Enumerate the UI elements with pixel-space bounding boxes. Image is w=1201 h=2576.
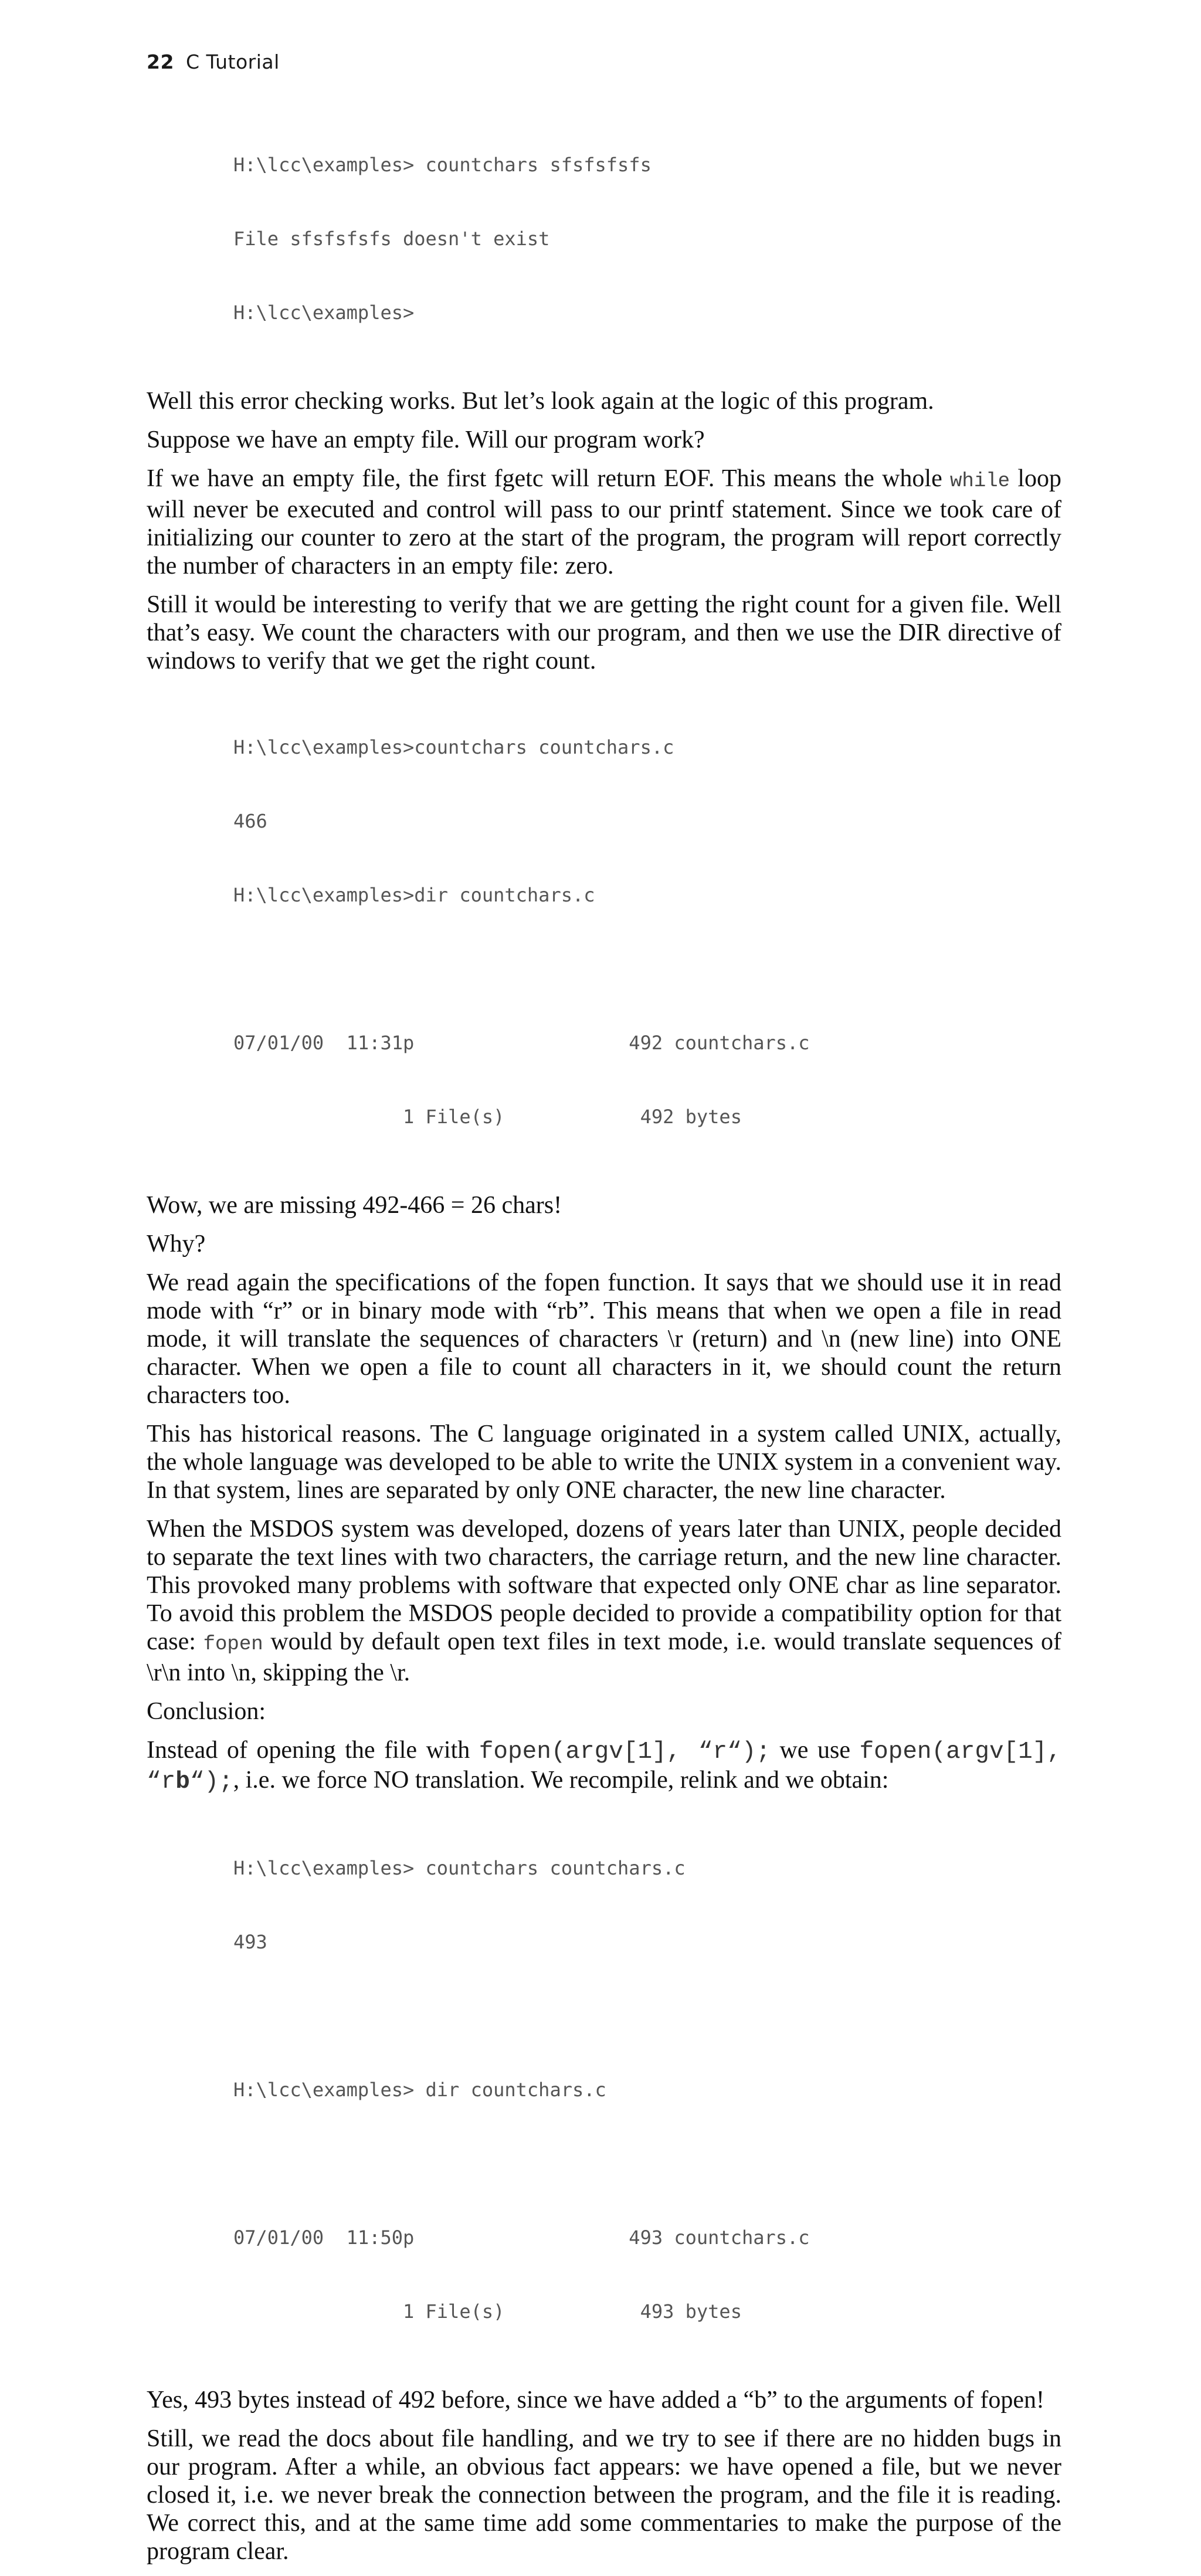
paragraph-verify-count: Still it would be interesting to verify that we are getting the right count for a given file. Well that’s easy. We count the characters with our program, and then we use the DIR directive of windows to verify that we get the right count. — [147, 591, 1061, 674]
paragraph-fix — [147, 1736, 1061, 1796]
paragraph-error-checking: Well this error checking works. But let’s look again at the logic of this program. — [147, 388, 934, 415]
paragraph-missing-chars: Wow, we are missing 492-466 = 26 chars! — [147, 1192, 562, 1219]
paragraph-result: Yes, 493 bytes instead of 492 before, since we have added a “b” to the arguments of fopen! — [147, 2387, 1045, 2414]
text-run: When the MSDOS system was developed, dozens of years later than UNIX, people decided to separate the text lines with two characters, the carriage return, and the new line character. This provoked many problems with software that expected only ONE char as line separator. To avoid this problem the MSDOS people decided to provide a compatibility option for that case: — [147, 1516, 1061, 1655]
code-line: H:\lcc\examples> dir countchars.c — [233, 2079, 606, 2101]
code-block-2 — [233, 686, 1061, 1178]
paragraph-why: Why? — [147, 1231, 206, 1258]
code-line: 1 File(s) 492 bytes — [233, 1106, 742, 1128]
text-run: If we have an empty file, the first fgetc will return EOF. This means the whole — [147, 465, 951, 492]
paragraph-close-file: Still, we read the docs about file handling, and we try to see if there are no hidden bugs in our program. After a while, an obvious fact appears: we have opened a file, but we never closed it, i.e. we never break the connection between the program, and the file it is reading. We correct this, and at the same time add some commentaries to make the purpose of the program clear. — [147, 2425, 1061, 2565]
code-line: 466 — [233, 810, 267, 832]
text-run: loop will never be executed and control will pass to our printf statement. Since we took care of initializing our counter to zero at the start of the program, the program will report correctly the number of characters in an empty file: zero. — [147, 465, 1061, 579]
inline-code: fopen(argv[1], “r — [147, 1738, 1061, 1795]
paragraph-historical-reasons: This has historical reasons. The C language originated in a system called UNIX, actually, the whole language was developed to be able to write the UNIX system in a convenient way. In that system, lines are separated by only ONE character, the new line character. — [147, 1421, 1061, 1504]
text-run: , i.e. we force NO translation. We recompile, relink and we obtain: — [233, 1767, 889, 1794]
code-line: 07/01/00 11:50p 493 countchars.c — [233, 2226, 810, 2249]
inline-code: “); — [189, 1768, 233, 1795]
text-run: we use — [770, 1737, 860, 1764]
text-run: would by default open text files in text mode, i.e. would translate sequences of \r\n into \n, skipping the \r. — [147, 1628, 1061, 1686]
code-line — [233, 957, 1061, 981]
header-title: C Tutorial — [185, 50, 280, 73]
code-line — [233, 2151, 1061, 2176]
code-block-1 — [233, 103, 1061, 374]
code-line: 1 File(s) 493 bytes — [233, 2300, 742, 2323]
page-body — [147, 103, 1061, 2576]
code-line: H:\lcc\examples>countchars countchars.c — [233, 736, 674, 758]
code-line: H:\lcc\examples> countchars countchars.c — [233, 1857, 686, 1879]
code-line: File sfsfsfsfs doesn't exist — [233, 228, 550, 250]
page-number: 22 — [147, 50, 174, 73]
code-line: 493 — [233, 1931, 267, 1953]
code-line: H:\lcc\examples>dir countchars.c — [233, 884, 595, 906]
code-line: 07/01/00 11:31p 492 countchars.c — [233, 1032, 810, 1054]
text-run: Instead of opening the file with — [147, 1737, 479, 1764]
code-line — [233, 2004, 1061, 2028]
paragraph-msdos — [147, 1515, 1061, 1687]
code-line: H:\lcc\examples> countchars sfsfsfsfs — [233, 154, 652, 176]
inline-code-bold: b — [175, 1768, 190, 1795]
paragraph-empty-file-question: Suppose we have an empty file. Will our program work? — [147, 426, 705, 453]
inline-code: while — [950, 470, 1010, 493]
inline-code: fopen — [203, 1633, 263, 1656]
paragraph-fopen-spec: We read again the specifications of the fopen function. It says that we should use it in read mode with “r” or in binary mode with “rb”. This means that when we open a file in read mode, it will translate the sequences of characters \r (return) and \n (new line) into ONE character. When we open a file to count all characters in it, we should count the return characters too. — [147, 1269, 1061, 1409]
paragraph-empty-file-answer — [147, 465, 1061, 580]
running-head — [147, 50, 280, 73]
inline-code: fopen(argv[1], “r“); — [479, 1738, 771, 1765]
paragraph-conclusion: Conclusion: — [147, 1698, 266, 1725]
code-line: H:\lcc\examples> — [233, 301, 415, 324]
code-block-3 — [233, 1806, 1061, 2373]
